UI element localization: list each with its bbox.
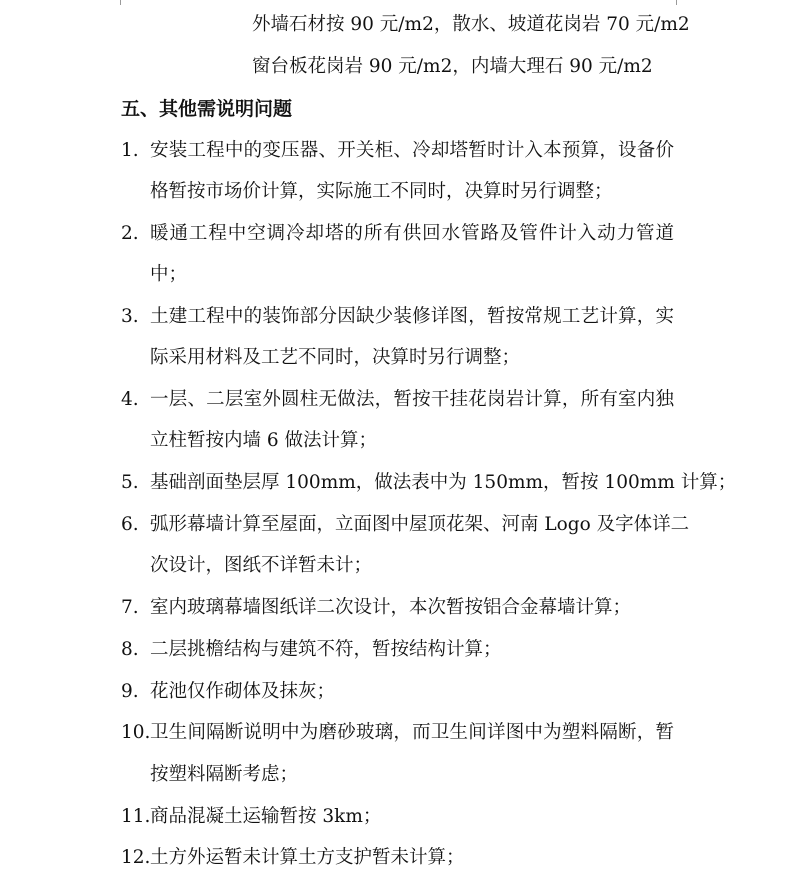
- list-item-number: 12.: [121, 847, 151, 868]
- list-item-text: 花池仅作砌体及抹灰；: [150, 681, 336, 702]
- crop-mark-right: [676, 0, 677, 5]
- crop-mark-left: [120, 0, 121, 5]
- list-item-text: 弧形幕墙计算至屋面，立面图中屋顶花架、河南 Logo 及字体详二: [150, 514, 690, 535]
- price-line: 窗台板花岗岩 90 元/m2，内墙大理石 90 元/m2: [252, 56, 653, 77]
- section-heading: 五、其他需说明问题: [121, 98, 293, 120]
- list-item-number: 7.: [121, 597, 139, 618]
- list-item-text: 一层、二层室外圆柱无做法，暂按干挂花岗岩计算，所有室内独: [150, 389, 674, 410]
- list-item-continuation: 按塑料隔断考虑；: [150, 764, 299, 785]
- list-item-number: 1.: [121, 140, 139, 161]
- price-line: 外墙石材按 90 元/m2，散水、坡道花岗岩 70 元/m2: [252, 14, 690, 35]
- list-item-text: 二层挑檐结构与建筑不符，暂按结构计算；: [150, 639, 502, 660]
- list-item-continuation: 次设计，图纸不详暂未计；: [150, 555, 373, 576]
- list-item-number: 8.: [121, 639, 139, 660]
- list-item-number: 4.: [121, 389, 139, 410]
- list-item-number: 3.: [121, 306, 139, 327]
- list-item-number: 5.: [121, 472, 139, 493]
- list-item-number: 10.: [121, 722, 151, 743]
- list-item-number: 2.: [121, 223, 139, 244]
- list-item-number: 6.: [121, 514, 139, 535]
- list-item-text: 土建工程中的装饰部分因缺少装修详图，暂按常规工艺计算，实: [150, 306, 674, 327]
- list-item-continuation: 中；: [150, 264, 188, 285]
- list-item-text: 商品混凝土运输暂按 3km；: [150, 806, 382, 827]
- list-item-text: 基础剖面垫层厚 100mm，做法表中为 150mm，暂按 100mm 计算；: [150, 472, 737, 493]
- list-item-continuation: 际采用材料及工艺不同时，决算时另行调整；: [150, 347, 521, 368]
- list-item-text: 暖通工程中空调冷却塔的所有供回水管路及管件计入动力管道: [150, 223, 674, 244]
- list-item-continuation: 立柱暂按内墙 6 做法计算；: [150, 430, 378, 451]
- list-item-text: 卫生间隔断说明中为磨砂玻璃，而卫生间详图中为塑料隔断，暂: [150, 722, 674, 743]
- list-item-text: 室内玻璃幕墙图纸详二次设计，本次暂按铝合金幕墙计算；: [150, 597, 632, 618]
- list-item-number: 11.: [121, 806, 151, 827]
- list-item-text: 土方外运暂未计算土方支护暂未计算；: [150, 847, 465, 868]
- list-item-number: 9.: [121, 681, 139, 702]
- list-item-text: 安装工程中的变压器、开关柜、冷却塔暂时计入本预算，设备价: [150, 140, 674, 161]
- list-item-continuation: 格暂按市场价计算，实际施工不同时，决算时另行调整；: [150, 181, 613, 202]
